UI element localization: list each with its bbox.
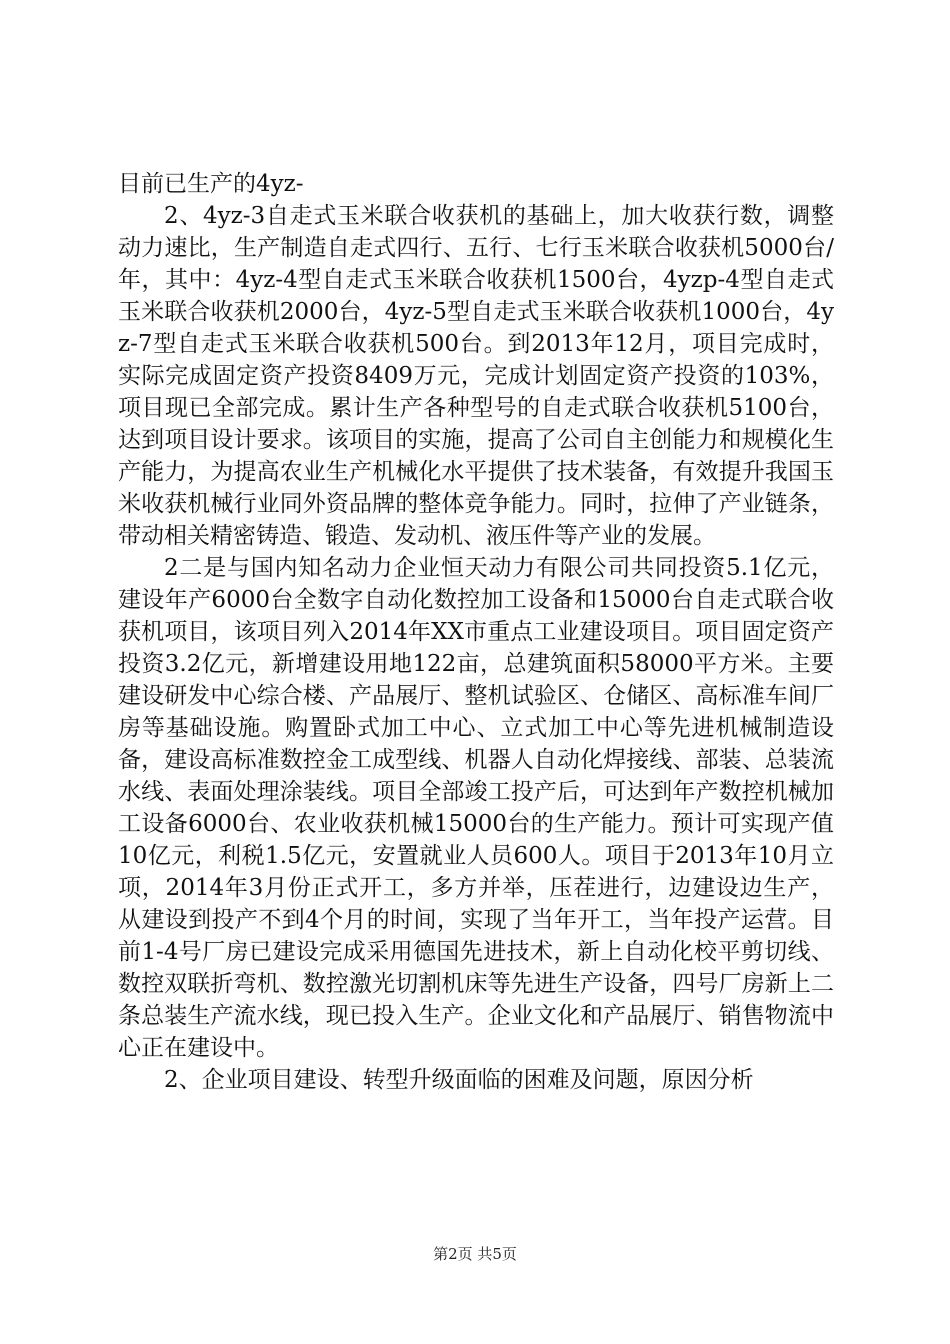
document-body bbox=[118, 168, 834, 1096]
paragraph-2: 2、4yz-3自走式玉米联合收获机的基础上，加大收获行数，调整动力速比，生产制造自走式四行、五行、七行玉米联合收获机5000台/年，其中：4yz-4型自走式玉米联合收获机1500台，4yzp-4型自走式玉米联合收获机2000台，4yz-5型自走式玉米联合收获机1000台，4yz-7型自走式玉米联合收获机500台。到2013年12月，项目完成时，实际完成固定资产投资8409万元，完成计划固定资产投资的103%，项目现已全部完成。累计生产各种型号的自走式联合收获机5100台，达到项目设计要求。该项目的实施，提高了公司自主创能力和规模化生产能力，为提高农业生产机械化水平提供了技术装备，有效提升我国玉米收获机械行业同外资品牌的整体竞争能力。同时，拉伸了产业链条，带动相关精密铸造、锻造、发动机、液压件等产业的发展。 bbox=[118, 203, 834, 549]
paragraph-1: 目前已生产的4yz- bbox=[118, 171, 304, 197]
page-footer: 第2页 共5页 bbox=[433, 1245, 517, 1263]
paragraph-4: 2、企业项目建设、转型升级面临的困难及问题，原因分析 bbox=[164, 1067, 754, 1093]
paragraph-3: 2二是与国内知名动力企业恒天动力有限公司共同投资5.1亿元，建设年产6000台全数字自动化数控加工设备和15000台自走式联合收获机项目，该项目列入2014年XX市重点工业建设项目。项目固定资产投资3.2亿元，新增建设用地122亩，总建筑面积58000平方米。主要建设研发中心综合楼、产品展厅、整机试验区、仓储区、高标准车间厂房等基础设施。购置卧式加工中心、立式加工中心等先进机械制造设备，建设高标准数控金工成型线、机器人自动化焊接线、部装、总装流水线、表面处理涂装线。项目全部竣工投产后，可达到年产数控机械加工设备6000台、农业收获机械15000台的生产能力。预计可实现产值10亿元，利税1.5亿元，安置就业人员600人。项目于2013年10月立项，2014年3月份正式开工，多方并举，压茬进行，边建设边生产，从建设到投产不到4个月的时间，实现了当年开工，当年投产运营。目前1-4号厂房已建设完成采用德国先进技术，新上自动化校平剪切线、数控双联折弯机、数控激光切割机床等先进生产设备，四号厂房新上二条总装生产流水线，现已投入生产。企业文化和产品展厅、销售物流中心正在建设中。 bbox=[118, 555, 834, 1061]
